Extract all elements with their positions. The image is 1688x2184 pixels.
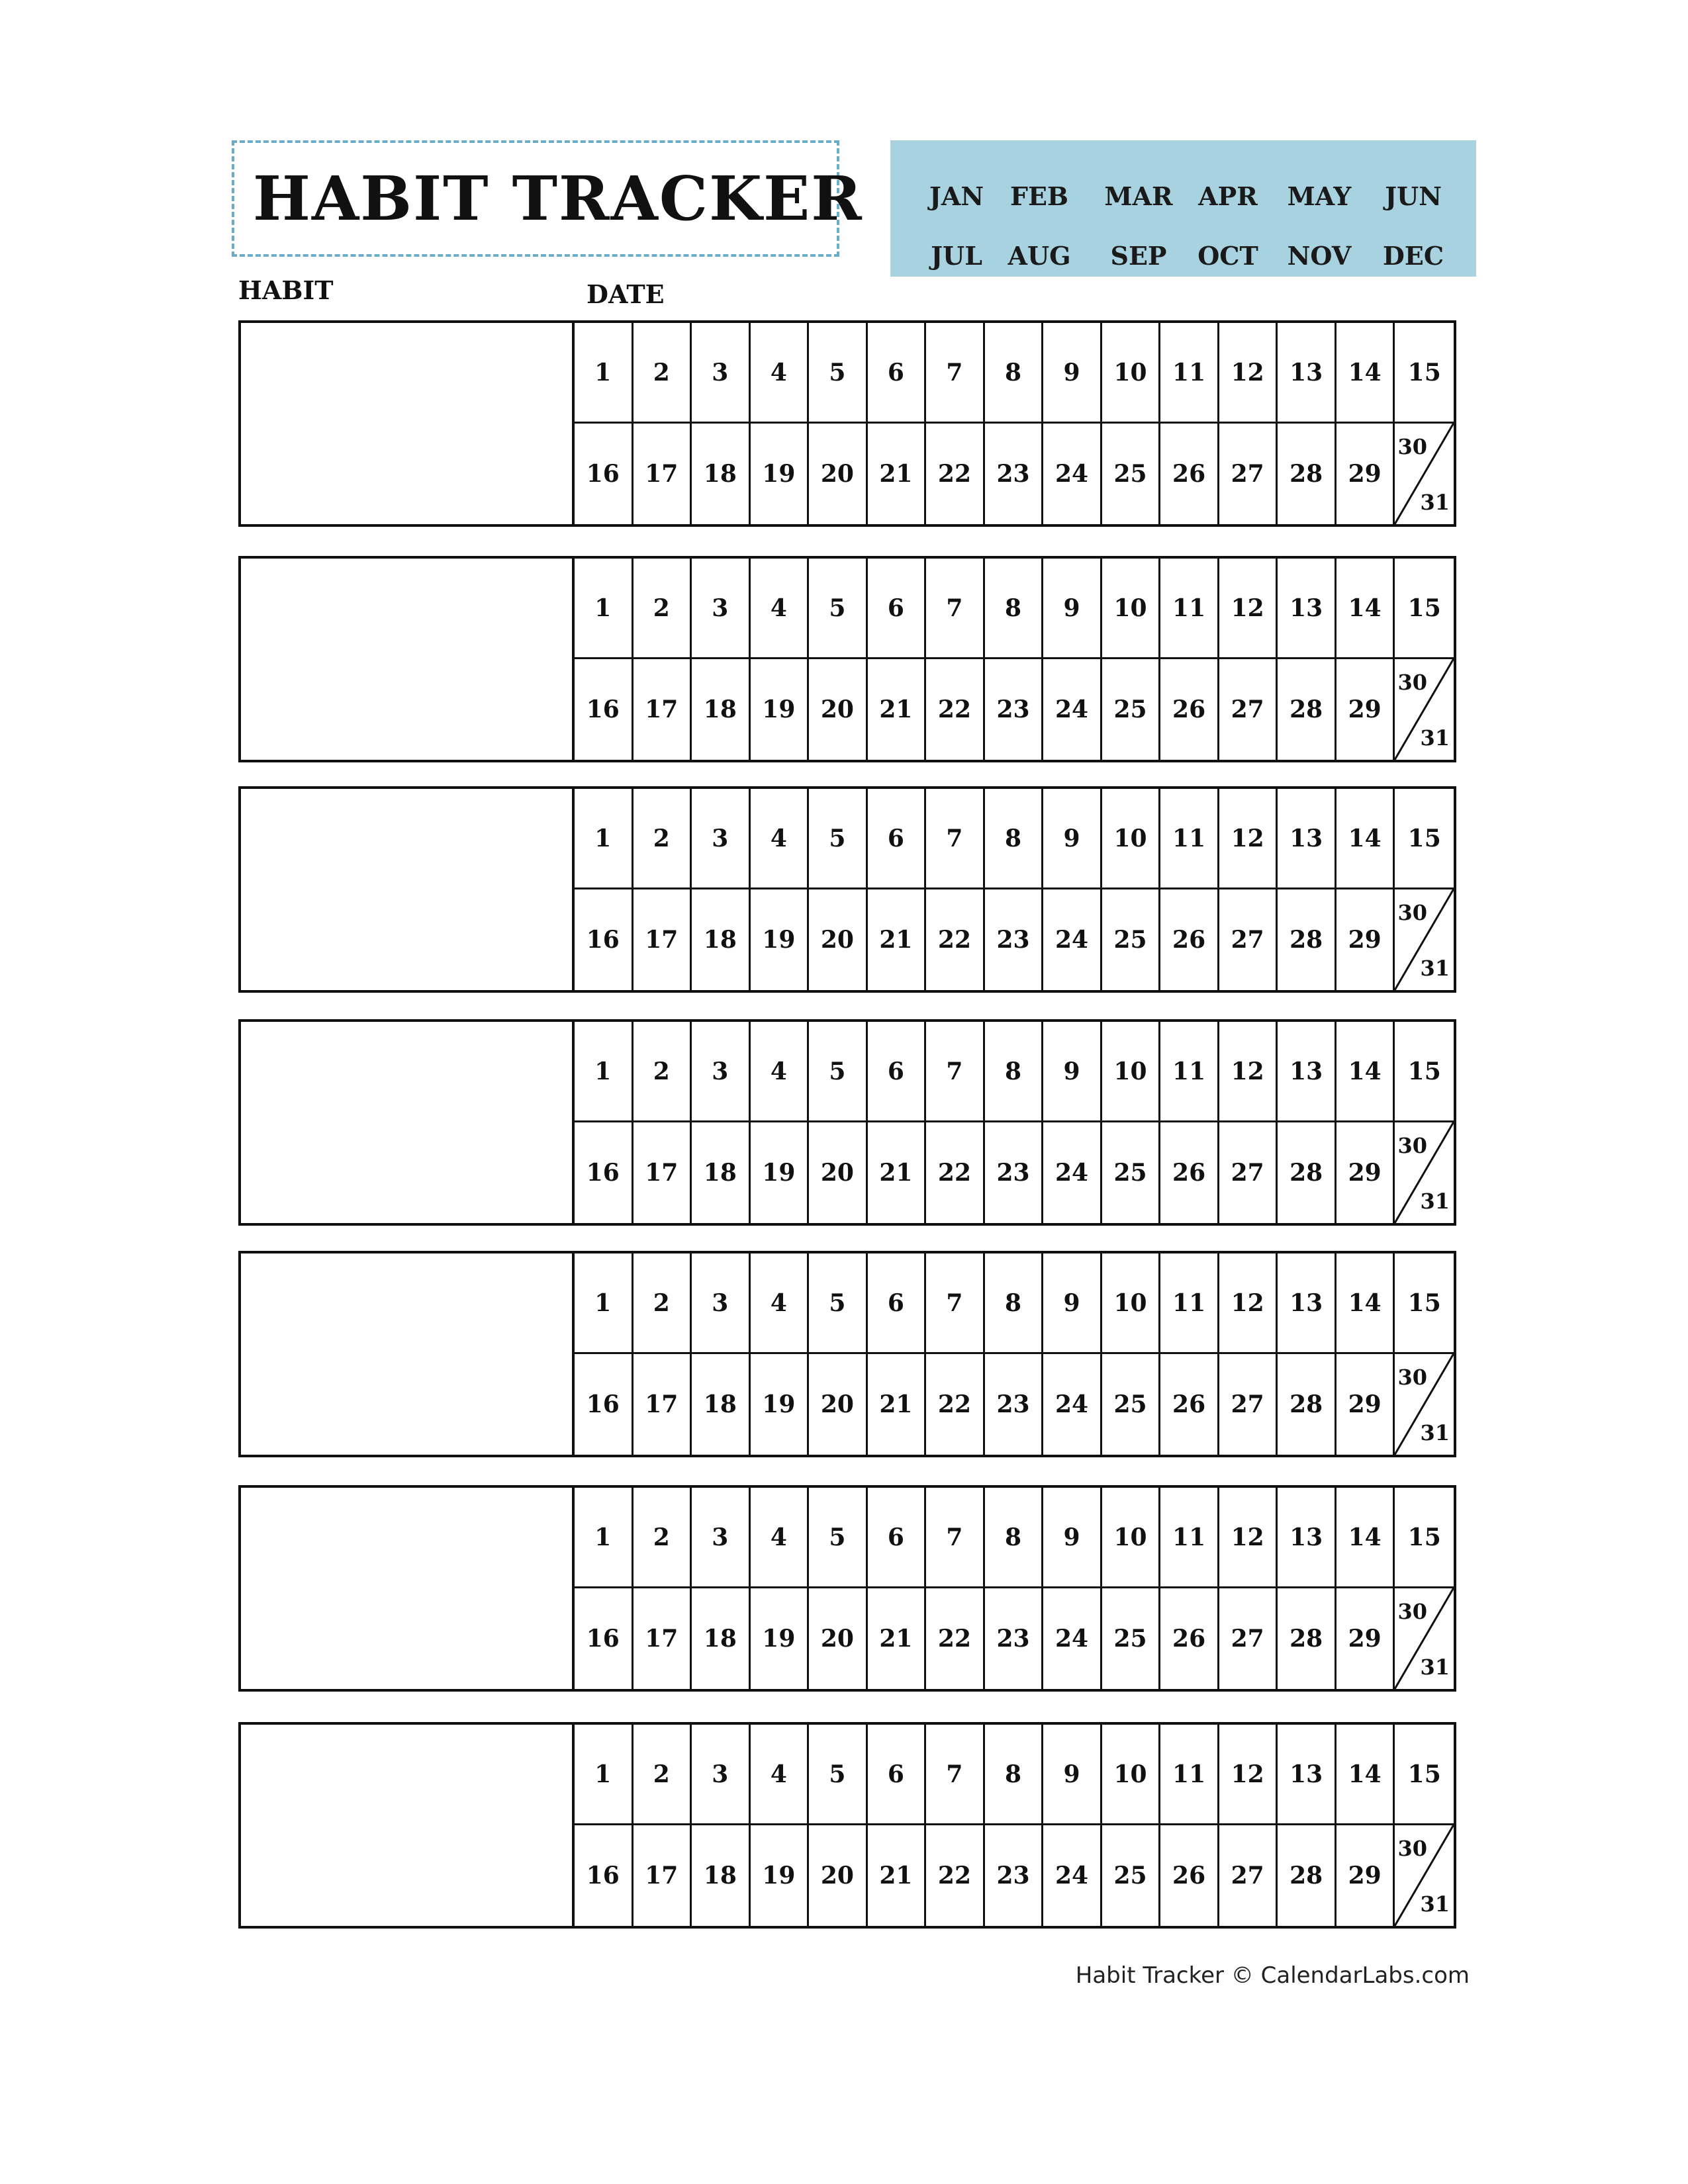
day-cell[interactable]: 11 [1160,323,1219,424]
day-cell[interactable]: 20 [809,889,868,990]
day-cell[interactable]: 13 [1278,1725,1336,1825]
day-30-label: 30 [1397,1836,1427,1861]
day-cell[interactable]: 17 [633,889,692,990]
day-cell[interactable]: 11 [1160,789,1219,889]
day-cell[interactable]: 27 [1219,889,1278,990]
title-box [232,140,863,257]
day-cell[interactable]: 28 [1278,1122,1336,1223]
day-cell[interactable]: 15 [1395,1022,1454,1122]
day-cell[interactable]: 21 [868,1588,927,1689]
day-cell[interactable]: 15 [1395,323,1454,424]
day-cell[interactable]: 1 [575,559,633,659]
day-cell[interactable]: 24 [1043,424,1102,524]
day-cell[interactable]: 7 [926,1022,985,1122]
day-cell[interactable]: 3 [692,1253,751,1354]
day-cell[interactable]: 24 [1043,1354,1102,1455]
day-cell[interactable]: 11 [1160,1725,1219,1825]
day-cell[interactable]: 9 [1043,789,1102,889]
day-cell[interactable]: 18 [692,1122,751,1223]
day-cell[interactable]: 2 [633,559,692,659]
day-cell-30-31[interactable] [1395,659,1454,760]
day-cell[interactable]: 18 [692,1825,751,1926]
day-cell[interactable]: 3 [692,1022,751,1122]
month-nov[interactable]: NOV [1287,241,1352,271]
day-cell[interactable]: 1 [575,1725,633,1825]
day-cell[interactable]: 26 [1160,1588,1219,1689]
day-31-label: 31 [1420,1655,1450,1680]
day-cell[interactable]: 22 [926,889,985,990]
day-cell[interactable]: 27 [1219,659,1278,760]
day-cell[interactable]: 15 [1395,559,1454,659]
day-cell[interactable]: 29 [1336,889,1395,990]
day-cell[interactable]: 17 [633,1588,692,1689]
day-cell[interactable]: 27 [1219,1354,1278,1455]
day-cell[interactable]: 27 [1219,1825,1278,1926]
day-cell[interactable]: 19 [751,424,810,524]
habit-row [238,1722,1456,1929]
day-31-label: 31 [1420,1891,1450,1917]
day-cell[interactable]: 12 [1219,1488,1278,1588]
day-cell[interactable]: 14 [1336,789,1395,889]
day-30-label: 30 [1397,1599,1427,1624]
day-cell[interactable]: 3 [692,789,751,889]
day-cell[interactable]: 9 [1043,1488,1102,1588]
day-cell[interactable]: 13 [1278,1022,1336,1122]
day-cell[interactable]: 24 [1043,1122,1102,1223]
day-cell[interactable]: 16 [575,659,633,760]
day-cell[interactable]: 29 [1336,1588,1395,1689]
day-cell[interactable]: 22 [926,659,985,760]
day-cell[interactable]: 16 [575,1354,633,1455]
day-cell[interactable]: 17 [633,659,692,760]
day-cell[interactable]: 4 [751,323,810,424]
day-cell[interactable]: 21 [868,889,927,990]
day-cell[interactable]: 16 [575,424,633,524]
day-cell[interactable]: 4 [751,1022,810,1122]
day-cell[interactable]: 14 [1336,1022,1395,1122]
day-cell[interactable]: 4 [751,1488,810,1588]
day-cell[interactable]: 10 [1102,1022,1161,1122]
habit-row [238,320,1456,527]
habit-row [238,1251,1456,1457]
day-grid [575,559,1454,760]
month-jul[interactable]: JUL [931,241,982,271]
day-cell[interactable]: 20 [809,659,868,760]
day-cell[interactable]: 28 [1278,1588,1336,1689]
day-cell[interactable]: 14 [1336,1253,1395,1354]
day-cell[interactable]: 23 [985,1354,1044,1455]
day-cell[interactable]: 9 [1043,559,1102,659]
day-cell[interactable]: 17 [633,1122,692,1223]
day-cell[interactable]: 1 [575,1022,633,1122]
habit-name-field[interactable] [241,789,575,990]
day-grid [575,789,1454,990]
day-cell[interactable]: 28 [1278,889,1336,990]
day-cell[interactable]: 5 [809,1022,868,1122]
day-cell[interactable]: 20 [809,1354,868,1455]
day-cell[interactable]: 23 [985,1122,1044,1223]
habit-row [238,786,1456,993]
habit-row [238,556,1456,762]
day-grid [575,1725,1454,1926]
day-cell[interactable]: 17 [633,1354,692,1455]
day-cell[interactable]: 6 [868,559,927,659]
day-cell[interactable]: 2 [633,1725,692,1825]
day-cell[interactable]: 14 [1336,559,1395,659]
day-cell[interactable]: 5 [809,1488,868,1588]
day-cell[interactable]: 20 [809,1825,868,1926]
day-cell[interactable]: 24 [1043,1825,1102,1926]
day-cell[interactable]: 3 [692,1488,751,1588]
day-cell[interactable]: 9 [1043,1022,1102,1122]
habit-name-field[interactable] [241,323,575,524]
day-cell[interactable]: 12 [1219,1022,1278,1122]
month-may[interactable]: MAY [1287,181,1352,211]
day-30-label: 30 [1397,434,1427,459]
day-cell[interactable]: 7 [926,789,985,889]
habit-name-field[interactable] [241,559,575,760]
day-cell[interactable]: 8 [985,1488,1044,1588]
day-cell[interactable]: 1 [575,323,633,424]
day-cell[interactable]: 3 [692,323,751,424]
day-cell-30-31[interactable] [1395,1588,1454,1689]
day-cell-30-31[interactable] [1395,1122,1454,1223]
month-jan[interactable]: JAN [929,181,984,211]
day-30-label: 30 [1397,1365,1427,1390]
day-cell[interactable]: 19 [751,1354,810,1455]
day-cell[interactable]: 12 [1219,559,1278,659]
day-cell[interactable]: 28 [1278,659,1336,760]
day-cell[interactable]: 13 [1278,323,1336,424]
day-cell[interactable]: 1 [575,1253,633,1354]
day-cell[interactable]: 6 [868,1725,927,1825]
month-aug[interactable]: AUG [1008,241,1071,271]
day-cell[interactable]: 14 [1336,1725,1395,1825]
day-cell[interactable]: 8 [985,1253,1044,1354]
day-cell[interactable]: 1 [575,1488,633,1588]
day-cell[interactable]: 4 [751,1253,810,1354]
day-cell[interactable]: 15 [1395,1488,1454,1588]
day-cell[interactable]: 29 [1336,1825,1395,1926]
month-apr[interactable]: APR [1198,181,1258,211]
day-cell[interactable]: 22 [926,1825,985,1926]
day-cell[interactable]: 6 [868,1488,927,1588]
day-grid [575,1022,1454,1223]
day-cell[interactable]: 18 [692,659,751,760]
day-cell[interactable]: 16 [575,1588,633,1689]
day-cell[interactable]: 28 [1278,1354,1336,1455]
day-cell[interactable]: 21 [868,1122,927,1223]
day-cell[interactable]: 19 [751,1825,810,1926]
day-cell[interactable]: 8 [985,1725,1044,1825]
day-cell[interactable]: 14 [1336,1488,1395,1588]
day-cell[interactable]: 25 [1102,424,1161,524]
day-cell[interactable]: 8 [985,559,1044,659]
day-30-label: 30 [1397,900,1427,925]
day-cell[interactable]: 19 [751,889,810,990]
day-cell[interactable]: 16 [575,889,633,990]
day-cell[interactable]: 26 [1160,424,1219,524]
day-cell[interactable]: 21 [868,1354,927,1455]
day-cell[interactable]: 8 [985,1022,1044,1122]
habit-column-label: HABIT [238,275,334,305]
day-cell[interactable]: 9 [1043,1725,1102,1825]
day-cell[interactable]: 22 [926,424,985,524]
day-cell[interactable]: 13 [1278,559,1336,659]
month-dec[interactable]: DEC [1382,241,1444,271]
day-cell[interactable]: 26 [1160,1354,1219,1455]
day-cell[interactable]: 13 [1278,1488,1336,1588]
habit-name-field[interactable] [241,1725,575,1926]
day-cell-30-31[interactable] [1395,1354,1454,1455]
day-cell[interactable]: 19 [751,1122,810,1223]
day-cell[interactable]: 12 [1219,1253,1278,1354]
day-cell[interactable]: 2 [633,1253,692,1354]
day-cell[interactable]: 24 [1043,889,1102,990]
day-cell[interactable]: 10 [1102,559,1161,659]
day-cell[interactable]: 19 [751,1588,810,1689]
day-grid [575,323,1454,524]
day-cell[interactable]: 15 [1395,789,1454,889]
day-cell[interactable]: 11 [1160,559,1219,659]
day-cell[interactable]: 6 [868,1022,927,1122]
day-cell[interactable]: 27 [1219,424,1278,524]
day-cell[interactable]: 10 [1102,1488,1161,1588]
day-cell[interactable]: 13 [1278,789,1336,889]
day-cell[interactable]: 18 [692,889,751,990]
day-31-label: 31 [1420,1420,1450,1445]
day-cell[interactable]: 24 [1043,659,1102,760]
day-cell[interactable]: 3 [692,1725,751,1825]
day-31-label: 31 [1420,1189,1450,1214]
day-cell[interactable]: 9 [1043,323,1102,424]
day-cell[interactable]: 23 [985,659,1044,760]
day-cell[interactable]: 2 [633,1022,692,1122]
day-cell[interactable]: 16 [575,1122,633,1223]
day-cell[interactable]: 4 [751,1725,810,1825]
day-cell[interactable]: 29 [1336,1122,1395,1223]
day-cell[interactable]: 13 [1278,1253,1336,1354]
day-31-label: 31 [1420,956,1450,981]
habit-name-field[interactable] [241,1253,575,1455]
day-cell[interactable]: 2 [633,1488,692,1588]
day-cell[interactable]: 11 [1160,1253,1219,1354]
day-grid [575,1488,1454,1689]
day-cell[interactable]: 23 [985,1588,1044,1689]
day-cell[interactable]: 7 [926,1488,985,1588]
day-cell[interactable]: 4 [751,789,810,889]
day-30-label: 30 [1397,670,1427,695]
day-cell[interactable]: 12 [1219,1725,1278,1825]
day-cell[interactable]: 18 [692,1354,751,1455]
day-cell[interactable]: 15 [1395,1253,1454,1354]
day-cell[interactable]: 7 [926,1253,985,1354]
habit-name-field[interactable] [241,1488,575,1689]
day-31-label: 31 [1420,490,1450,515]
day-cell[interactable]: 22 [926,1588,985,1689]
day-cell[interactable]: 27 [1219,1122,1278,1223]
day-cell-30-31[interactable] [1395,424,1454,524]
day-cell[interactable]: 21 [868,1825,927,1926]
day-cell[interactable]: 20 [809,424,868,524]
day-cell[interactable]: 4 [751,559,810,659]
day-cell[interactable]: 27 [1219,1588,1278,1689]
day-cell[interactable]: 15 [1395,1725,1454,1825]
day-cell[interactable]: 14 [1336,323,1395,424]
day-cell[interactable]: 6 [868,789,927,889]
day-cell[interactable]: 5 [809,1253,868,1354]
day-cell[interactable]: 2 [633,789,692,889]
day-cell[interactable]: 18 [692,424,751,524]
day-cell[interactable]: 23 [985,424,1044,524]
day-cell[interactable]: 21 [868,659,927,760]
day-cell[interactable]: 8 [985,323,1044,424]
day-cell[interactable]: 29 [1336,659,1395,760]
day-cell[interactable]: 19 [751,659,810,760]
day-cell[interactable]: 10 [1102,1725,1161,1825]
day-30-label: 30 [1397,1133,1427,1158]
day-cell[interactable]: 17 [633,424,692,524]
day-cell[interactable]: 20 [809,1122,868,1223]
day-cell[interactable]: 5 [809,1725,868,1825]
day-cell[interactable]: 5 [809,559,868,659]
day-31-label: 31 [1420,725,1450,751]
habit-name-field[interactable] [241,1022,575,1223]
day-cell[interactable]: 11 [1160,1488,1219,1588]
day-cell[interactable]: 26 [1160,1825,1219,1926]
day-cell[interactable]: 25 [1102,889,1161,990]
month-sep[interactable]: SEP [1110,241,1167,271]
day-cell[interactable]: 9 [1043,1253,1102,1354]
month-jun[interactable]: JUN [1385,181,1442,211]
day-cell[interactable]: 26 [1160,659,1219,760]
day-grid [575,1253,1454,1455]
day-cell[interactable]: 25 [1102,1354,1161,1455]
habit-row [238,1019,1456,1226]
day-cell[interactable]: 5 [809,789,868,889]
day-cell[interactable]: 20 [809,1588,868,1689]
page-title: HABIT TRACKER [253,163,863,234]
day-cell[interactable]: 16 [575,1825,633,1926]
day-cell[interactable]: 25 [1102,659,1161,760]
day-cell[interactable]: 10 [1102,789,1161,889]
habit-row [238,1485,1456,1692]
month-selector [890,140,1476,277]
day-cell[interactable]: 29 [1336,1354,1395,1455]
day-cell[interactable]: 28 [1278,424,1336,524]
month-mar[interactable]: MAR [1104,181,1173,211]
day-cell[interactable]: 12 [1219,323,1278,424]
day-cell[interactable]: 25 [1102,1588,1161,1689]
day-cell[interactable]: 23 [985,1825,1044,1926]
day-cell[interactable]: 7 [926,559,985,659]
day-cell[interactable]: 8 [985,789,1044,889]
day-cell[interactable]: 12 [1219,789,1278,889]
day-cell[interactable]: 5 [809,323,868,424]
month-feb[interactable]: FEB [1009,181,1069,211]
day-cell[interactable]: 26 [1160,889,1219,990]
day-cell[interactable]: 22 [926,1354,985,1455]
day-cell[interactable]: 22 [926,1122,985,1223]
day-cell-30-31[interactable] [1395,1825,1454,1926]
day-cell[interactable]: 25 [1102,1122,1161,1223]
day-cell[interactable]: 7 [926,1725,985,1825]
footer-credit: Habit Tracker © CalendarLabs.com [1075,1962,1470,1989]
day-cell[interactable]: 29 [1336,424,1395,524]
day-cell[interactable]: 3 [692,559,751,659]
day-cell[interactable]: 24 [1043,1588,1102,1689]
day-cell[interactable]: 10 [1102,323,1161,424]
day-cell[interactable]: 28 [1278,1825,1336,1926]
day-cell-30-31[interactable] [1395,889,1454,990]
day-cell[interactable]: 6 [868,1253,927,1354]
day-cell[interactable]: 25 [1102,1825,1161,1926]
date-column-label: DATE [586,279,665,309]
day-cell[interactable]: 26 [1160,1122,1219,1223]
day-cell[interactable]: 7 [926,323,985,424]
day-cell[interactable]: 2 [633,323,692,424]
day-cell[interactable]: 1 [575,789,633,889]
day-cell[interactable]: 18 [692,1588,751,1689]
day-cell[interactable]: 10 [1102,1253,1161,1354]
day-cell[interactable]: 11 [1160,1022,1219,1122]
day-cell[interactable]: 23 [985,889,1044,990]
day-cell[interactable]: 6 [868,323,927,424]
day-cell[interactable]: 21 [868,424,927,524]
month-oct[interactable]: OCT [1197,241,1258,271]
day-cell[interactable]: 17 [633,1825,692,1926]
